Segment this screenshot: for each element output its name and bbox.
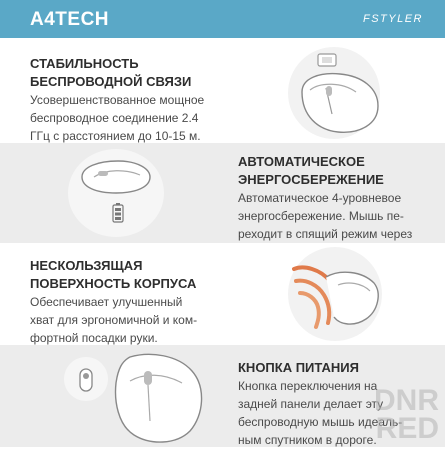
header-bar bbox=[0, 0, 445, 38]
section-title: НЕСКОЛЬЗЯЩАЯ ПОВЕРХНОСТЬ КОРПУСА bbox=[30, 258, 197, 291]
section-power bbox=[0, 345, 445, 447]
section-title: КНОПКА ПИТАНИЯ bbox=[238, 360, 359, 375]
section-title: АВТОМАТИЧЕСКОЕ ЭНЕРГОСБЕРЕЖЕНИЕ bbox=[238, 154, 384, 187]
section-title: СТАБИЛЬНОСТЬ БЕСПРОВОДНОЙ СВЯЗИ bbox=[30, 56, 192, 89]
power-switch-icon bbox=[74, 367, 98, 393]
section-text: Обеспечивает улучшенный хват для эргономичной и ком- фортной посадки руки. bbox=[30, 295, 198, 345]
dnr-red-watermark: DNR RED bbox=[374, 384, 439, 445]
section-text: Кнопка переключения на задней панели делает эту беспроводную мышь идеаль- ным спутником в дороге. bbox=[238, 379, 403, 447]
section-text: Усовершенствованное мощное беспроводное соединение 2.4 ГГц с расстоянием до 10-15 м. bbox=[30, 93, 205, 143]
usb-receiver-mouse-icon bbox=[296, 52, 386, 138]
fstyler-logo: FSTYLER bbox=[362, 13, 423, 25]
section-wireless bbox=[0, 38, 445, 143]
section-text: Автоматическое 4-уровневое энергосбережение. Мышь пе- реходит в спящий режим через bbox=[238, 191, 413, 241]
a4tech-logo: A4TECH bbox=[30, 9, 110, 30]
grip-hand-icon bbox=[290, 259, 382, 331]
mouse-illustration bbox=[100, 351, 210, 447]
section-grip bbox=[0, 243, 445, 345]
battery-icon bbox=[112, 203, 124, 223]
mouse-illustration bbox=[78, 157, 154, 197]
section-energy bbox=[0, 143, 445, 243]
